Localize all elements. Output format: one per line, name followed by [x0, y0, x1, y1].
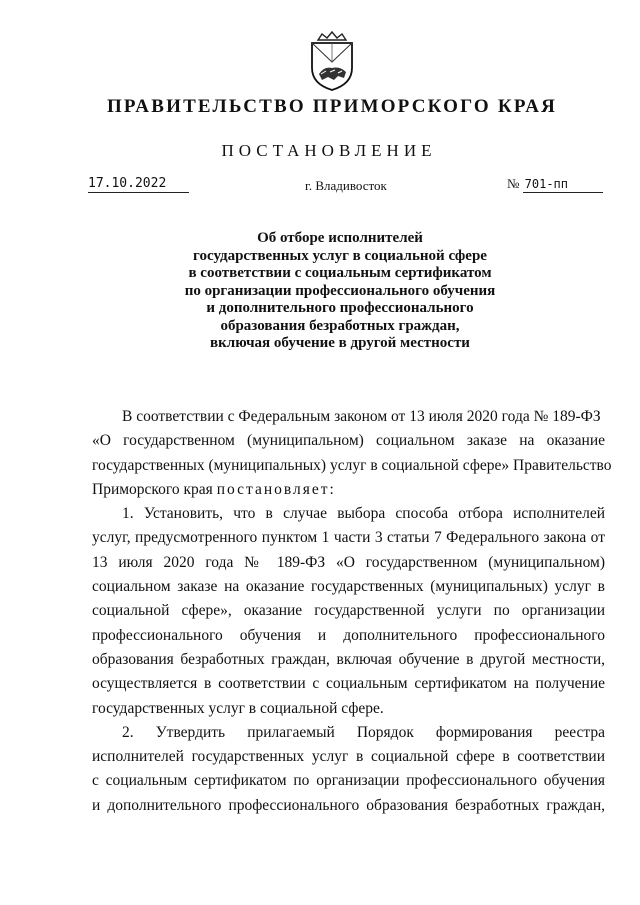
body-line: «О государственном (муниципальном) социальном заказе на оказание	[92, 432, 605, 450]
title-line: государственных услуг в социальной сфере	[193, 247, 487, 264]
decree-type: ПОСТАНОВЛЕНИЕ	[221, 141, 437, 160]
body-line: 13 июля 2020 года № 189-ФЗ «О государственном (муниципальном)	[92, 553, 605, 571]
title-line: и дополнительного профессионального	[206, 300, 474, 316]
body-line: и дополнительного профессионального образования безработных граждан,	[92, 796, 605, 814]
body-line: социальном заказе на оказание государственных (муниципальных) услуг в	[92, 578, 605, 596]
body-line: 1. Установить, что в случае выбора способа отбора исполнителей	[122, 505, 605, 523]
body-line: услуг, предусмотренного пунктом 1 части 3 статьи 7 Федерального закона от	[92, 529, 605, 547]
title-line: включая обучение в другой местности	[210, 335, 470, 351]
body-text: Приморского края	[92, 480, 217, 498]
body-line: В соответствии с Федеральным законом от 13 июля 2020 года № 189-ФЗ	[122, 408, 601, 425]
body-line	[92, 478, 605, 502]
body-line: осуществляется в соответствии с социальным сертификатом на получение	[92, 675, 605, 693]
body-line: образования безработных граждан, включая обучение в другой местности,	[92, 650, 605, 668]
body-line: 2. Утвердить прилагаемый Порядок формирования реестра	[122, 723, 605, 741]
number-sign: №	[507, 176, 520, 191]
resolves-word: постановляет	[216, 480, 330, 498]
decree-number: 701-пп	[523, 176, 603, 193]
body-line: государственных (муниципальных) услуг в социальной сфере» Правительство	[92, 456, 612, 474]
body-line: с социальным сертификатом по организации профессионального обучения	[92, 772, 605, 790]
body-line: исполнителей государственных услуг в социальной сфере в соответствии	[92, 748, 605, 766]
coat-of-arms-icon	[308, 30, 356, 92]
title-line: в соответствии с социальным сертификатом	[188, 265, 492, 281]
decree-city: г. Владивосток	[305, 178, 387, 193]
government-name: ПРАВИТЕЛЬСТВО ПРИМОРСКОГО КРАЯ	[106, 96, 558, 117]
body-text: :	[329, 480, 334, 498]
decree-date: 17.10.2022	[88, 176, 189, 193]
decree-number-block	[507, 176, 603, 193]
title-line: Об отборе исполнителей	[257, 230, 423, 246]
title-line: образования безработных граждан,	[220, 317, 460, 334]
title-line: по организации профессионального обучения	[184, 282, 496, 299]
body-line: социальной сфере», оказание государственной услуги по организации	[92, 602, 605, 620]
decree-body	[92, 405, 612, 818]
decree-title	[160, 230, 520, 353]
body-line: профессионального обучения и дополнительного профессионального	[92, 626, 605, 644]
body-line: государственных услуг в социальной сфере.	[92, 699, 384, 717]
